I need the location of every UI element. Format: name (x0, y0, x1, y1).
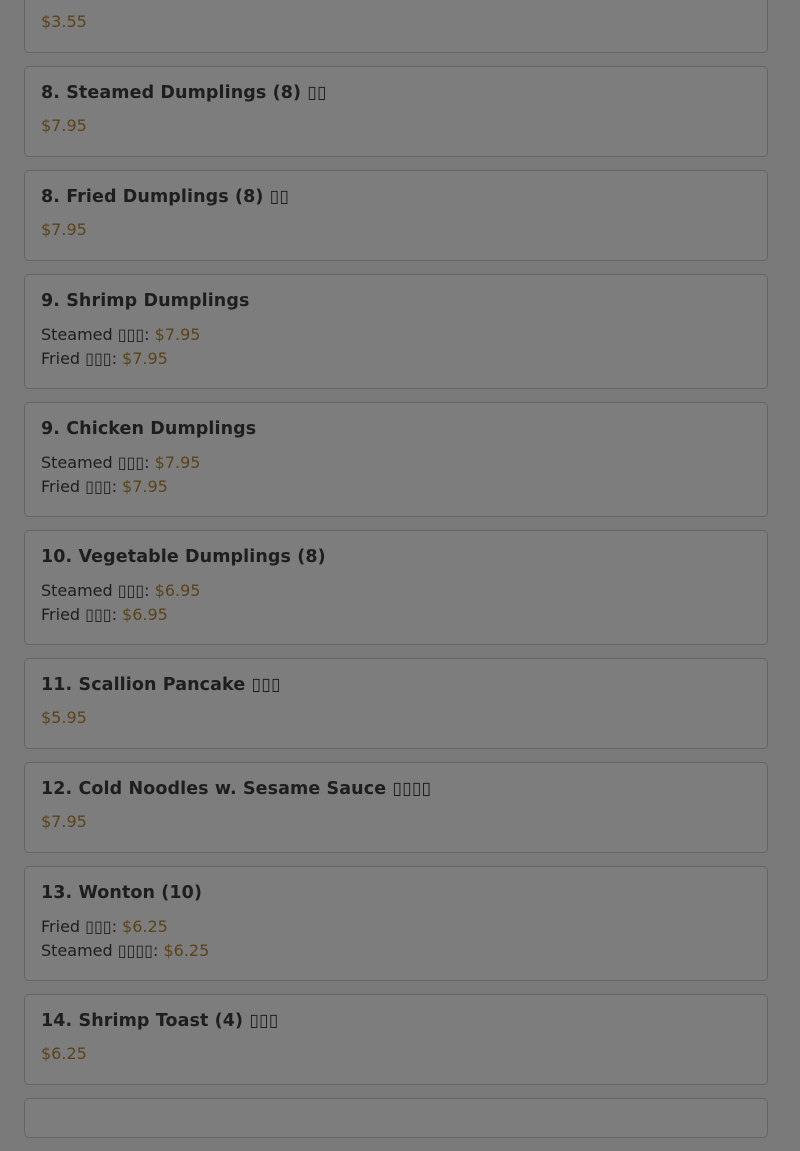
item-option (41, 603, 751, 627)
menu-item-card[interactable] (24, 274, 768, 389)
option-price: $7.95 (122, 477, 168, 496)
option-label: Fried ▯▯▯: (41, 477, 123, 496)
menu-item-card[interactable] (24, 402, 768, 517)
option-price: $7.95 (154, 325, 201, 344)
item-title: 11. Scallion Pancake ▯▯▯ (41, 675, 281, 695)
item-option (41, 451, 751, 475)
menu-list (24, 0, 768, 1151)
item-title: 9. Chicken Dumplings (41, 419, 257, 439)
option-price: $6.25 (163, 941, 210, 960)
item-option (41, 579, 751, 603)
option-price: $6.95 (154, 581, 201, 600)
item-option (41, 915, 751, 939)
option-price: $6.95 (122, 605, 168, 624)
menu-item-card[interactable] (24, 66, 768, 157)
item-title: 9. Shrimp Dumplings (41, 291, 250, 311)
menu-item-card[interactable] (24, 994, 768, 1085)
option-label: Fried ▯▯▯: (41, 349, 123, 368)
option-label: Fried ▯▯▯: (41, 917, 123, 936)
item-option (41, 323, 751, 347)
item-title: 12. Cold Noodles w. Sesame Sauce ▯▯▯▯ (41, 779, 432, 799)
menu-item-card[interactable] (24, 170, 768, 261)
item-option (41, 475, 751, 499)
item-title: 8. Steamed Dumplings (8) ▯▯ (41, 83, 327, 103)
option-label: Steamed ▯▯▯▯: (41, 941, 164, 960)
item-price: $7.95 (41, 116, 87, 135)
option-price: $7.95 (122, 349, 168, 368)
option-label: Fried ▯▯▯: (41, 605, 123, 624)
item-title: 8. Fried Dumplings (8) ▯▯ (41, 187, 290, 207)
item-title: 13. Wonton (10) (41, 883, 203, 903)
menu-item-card[interactable] (24, 866, 768, 981)
item-option (41, 347, 751, 371)
menu-item-card[interactable] (24, 762, 768, 853)
option-label: Steamed ▯▯▯: (41, 453, 155, 472)
item-price: $6.25 (41, 1044, 87, 1063)
option-price: $6.25 (122, 917, 168, 936)
item-option (41, 939, 751, 963)
menu-item-card[interactable] (24, 0, 768, 53)
item-title: 14. Shrimp Toast (4) ▯▯▯ (41, 1011, 279, 1031)
menu-item-card[interactable] (24, 530, 768, 645)
item-price: $7.95 (41, 812, 87, 831)
menu-item-card[interactable] (24, 658, 768, 749)
menu-item-card[interactable] (24, 1098, 768, 1138)
option-label: Steamed ▯▯▯: (41, 325, 155, 344)
option-price: $7.95 (154, 453, 201, 472)
item-price: $7.95 (41, 220, 87, 239)
item-title: 10. Vegetable Dumplings (8) (41, 547, 326, 567)
option-label: Steamed ▯▯▯: (41, 581, 155, 600)
item-price: $3.55 (41, 12, 87, 31)
item-price: $5.95 (41, 708, 87, 727)
